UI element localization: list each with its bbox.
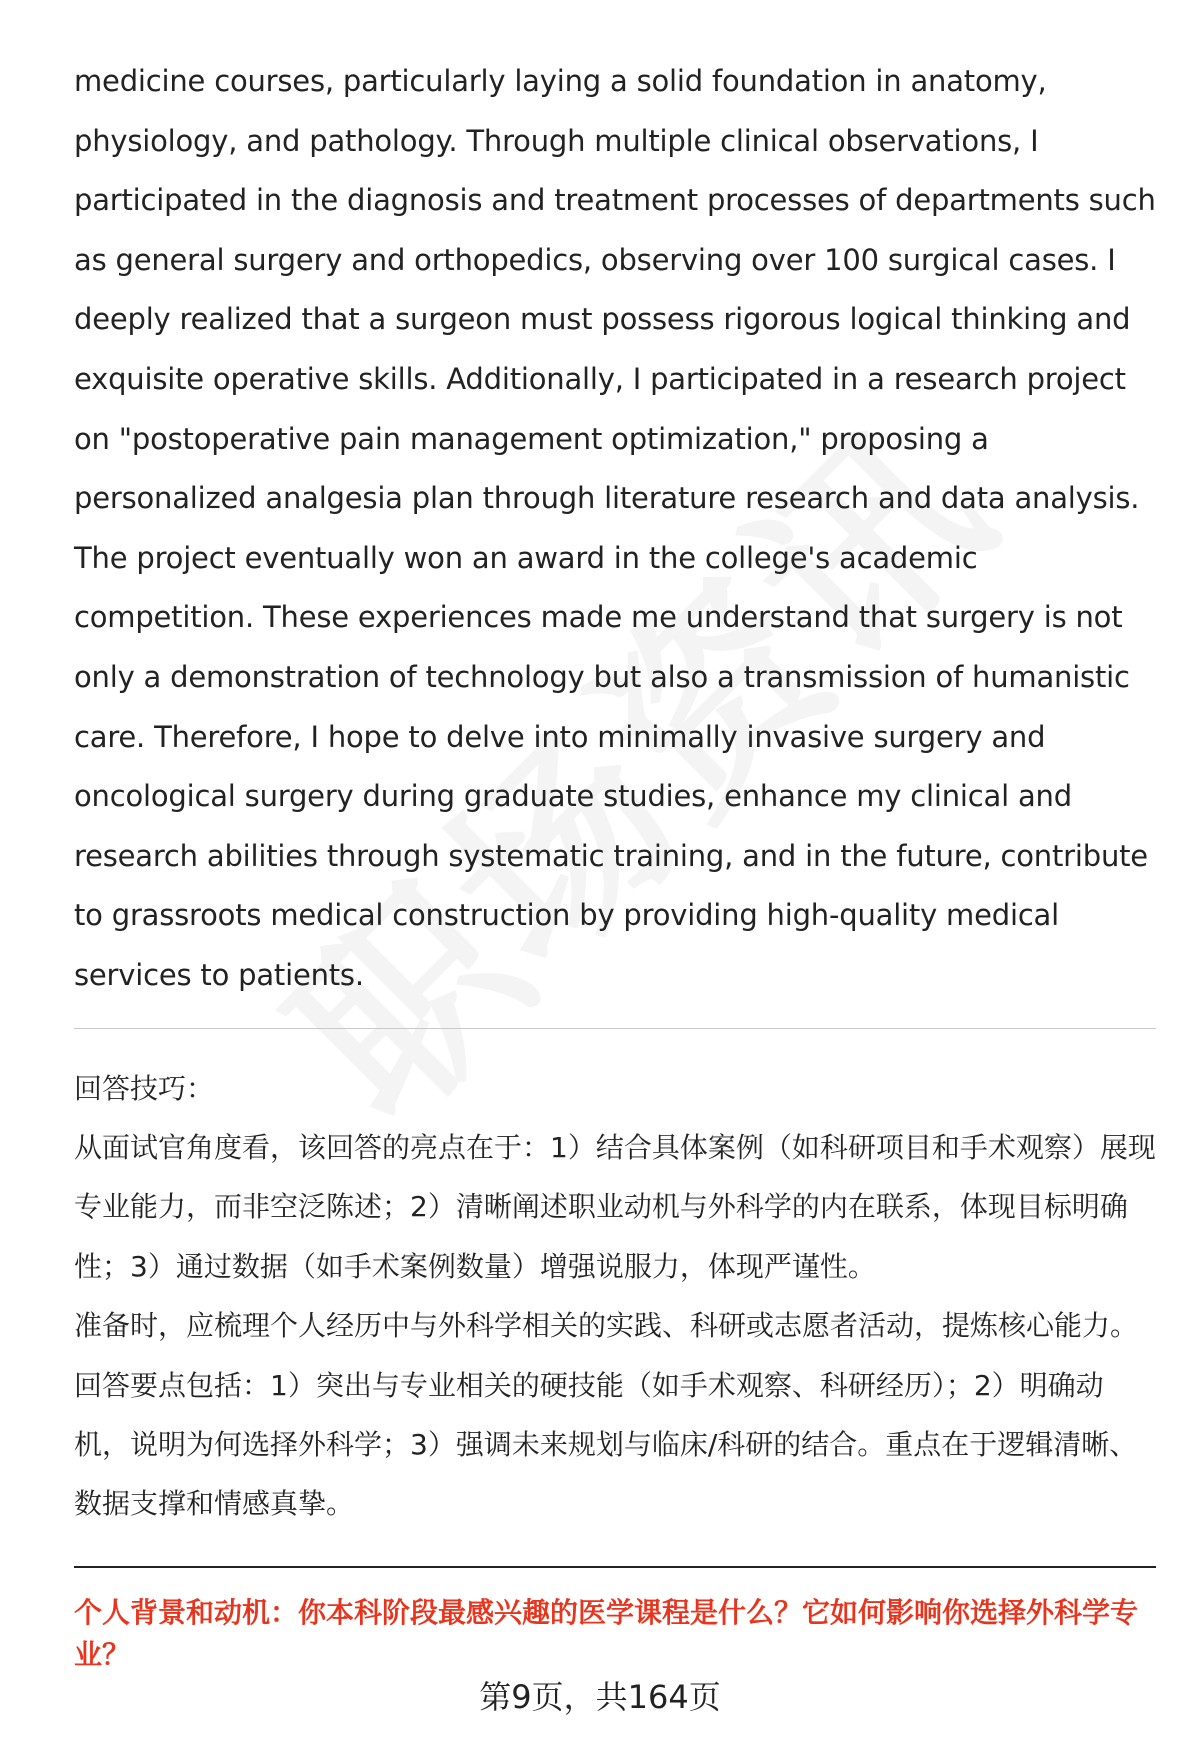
answer-paragraph: medicine courses, particularly laying a solid foundation in anatomy, physiology, and pathology. Through multiple clinical observations, I participated in the diagnosis and treatment processes of departments such as general surgery and orthopedics, observing over 100 surgical cases. I deeply realized that a surgeon must possess rigorous logical thinking and exquisite operative skills. Additionally, I participated in a research project on "postoperative pain management optimization," proposing a personalized analgesia plan through literature research and data analysis. The project eventually won an award in the college's academic competition. These experiences made me understand that surgery is not only a demonstration of technology but also a transmission of humanistic care. Therefore, I hope to delve into minimally invasive surgery and oncological surgery during graduate studies, enhance my clinical and research abilities through systematic training, and in the future, contribute to grassroots medical construction by providing high-quality medical services to patients. [74,64,1156,992]
page-number-footer: 第9页，共164页 [479,1678,721,1716]
section-divider-light [74,1028,1156,1029]
tips-heading: 回答技巧： [74,1071,215,1105]
section-divider-dark [74,1566,1156,1568]
tips-paragraph-1: 从面试官角度看，该回答的亮点在于：1）结合具体案例（如科研项目和手术观察）展现专业能力，而非空泛陈述；2）清晰阐述职业动机与外科学的内在联系，体现目标明确性；3）通过数据（如手术案例数量）增强说服力，体现严谨性。 [74,1130,1156,1283]
answer-tips-section [74,1059,1156,1534]
page-content [74,52,1156,1676]
next-question-heading: 个人背景和动机：你本科阶段最感兴趣的医学课程是什么？它如何影响你选择外科学专业？ [74,1595,1139,1671]
tips-paragraph-2: 准备时，应梳理个人经历中与外科学相关的实践、科研或志愿者活动，提炼核心能力。回答要点包括：1）突出与专业相关的硬技能（如手术观察、科研经历）；2）明确动机，说明为何选择外科学；3）强调未来规划与临床/科研的结合。重点在于逻辑清晰、数据支撑和情感真挚。 [74,1309,1139,1521]
